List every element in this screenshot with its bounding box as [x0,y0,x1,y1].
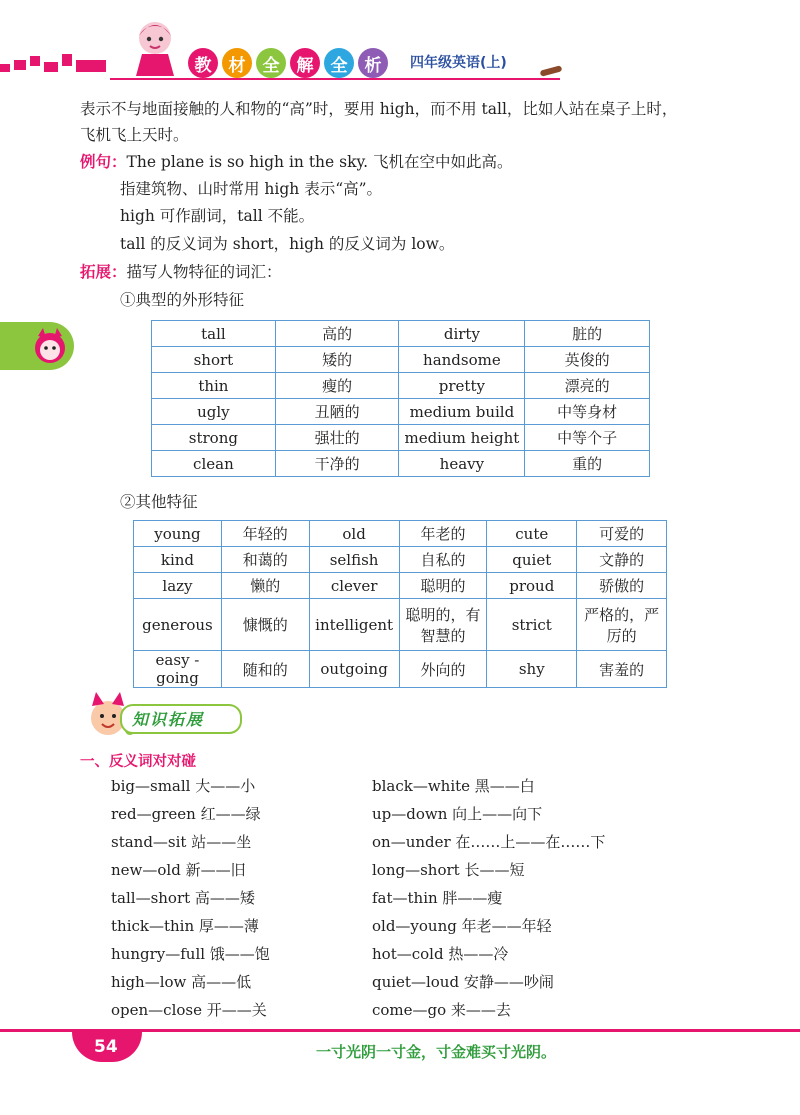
chinese-meaning-cell: 英俊的 [525,347,650,373]
appearance-table [151,320,650,477]
antonym-item: come—go 来——去 [372,1001,511,1019]
antonym-item: open—close 开——关 [111,1001,267,1019]
table-row [134,599,667,651]
chinese-meaning-cell: 聪明的，有智慧的 [399,599,487,651]
english-word-cell: dirty [399,321,525,347]
english-word-cell: selfish [309,547,399,573]
chinese-meaning-cell: 中等个子 [525,425,650,451]
chinese-meaning-cell: 严格的，严厉的 [577,599,667,651]
table-row [134,651,667,688]
title-char: 全 [256,48,286,78]
note-line: 指建筑物、山时常用 high 表示“高”。 [120,180,383,198]
pixel-decoration [44,62,58,72]
chinese-meaning-cell: 矮的 [275,347,399,373]
book-title [188,48,388,78]
example-text: The plane is so high in the sky. 飞机在空中如此高。 [126,153,513,171]
chinese-meaning-cell: 骄傲的 [577,573,667,599]
english-word-cell: shy [487,651,577,688]
antonym-item: fat—thin 胖——瘦 [372,889,503,907]
page-header [0,0,800,100]
chinese-meaning-cell: 慷慨的 [221,599,309,651]
english-word-cell: thin [152,373,276,399]
english-word-cell: easy - going [134,651,222,688]
chinese-meaning-cell: 高的 [275,321,399,347]
english-word-cell: ugly [152,399,276,425]
english-word-cell: clean [152,451,276,477]
chinese-meaning-cell: 害羞的 [577,651,667,688]
chinese-meaning-cell: 干净的 [275,451,399,477]
antonym-item: new—old 新——旧 [111,861,246,879]
english-word-cell: intelligent [309,599,399,651]
chinese-meaning-cell: 文静的 [577,547,667,573]
chinese-meaning-cell: 随和的 [221,651,309,688]
chinese-meaning-cell: 和蔼的 [221,547,309,573]
antonym-item: black—white 黑——白 [372,777,535,795]
chinese-meaning-cell: 年老的 [399,521,487,547]
title-char: 材 [222,48,252,78]
paragraph-line: 表示不与地面接触的人和物的“高”时，要用 high，而不用 tall，比如人站在桌子上时， [80,100,678,118]
chinese-meaning-cell: 强壮的 [275,425,399,451]
subheading: ①典型的外形特征 [120,291,245,309]
chinese-meaning-cell: 脏的 [525,321,650,347]
antonym-item: tall—short 高——矮 [111,889,255,907]
chinese-meaning-cell: 瘦的 [275,373,399,399]
english-word-cell: medium build [399,399,525,425]
title-char: 解 [290,48,320,78]
personality-table [133,520,667,688]
title-char: 析 [358,48,388,78]
chinese-meaning-cell: 中等身材 [525,399,650,425]
mascot-face-icon [30,326,70,366]
table-row [152,347,650,373]
title-char: 教 [188,48,218,78]
title-char: 全 [324,48,354,78]
antonym-item: high—low 高——低 [111,973,252,991]
table-row [152,321,650,347]
english-word-cell: medium height [399,425,525,451]
example-label: 例句： [80,152,127,171]
antonym-item: big—small 大——小 [111,777,256,795]
page-number: 54 [94,1037,118,1057]
chinese-meaning-cell: 年轻的 [221,521,309,547]
section-heading: 一、反义词对对碰 [80,754,196,770]
chinese-meaning-cell: 聪明的 [399,573,487,599]
table-row [134,573,667,599]
english-word-cell: heavy [399,451,525,477]
pen-icon [540,65,563,76]
table-row [134,521,667,547]
english-word-cell: cute [487,521,577,547]
antonym-item: hot—cold 热——冷 [372,945,509,963]
pixel-decoration [62,54,72,66]
english-word-cell: quiet [487,547,577,573]
extend-text: 描写人物特征的词汇： [126,263,282,281]
pixel-decoration [30,56,40,66]
table-row [152,373,650,399]
table-row [152,425,650,451]
pixel-decoration [76,60,106,72]
antonym-item: red—green 红——绿 [111,805,261,823]
english-word-cell: strong [152,425,276,451]
english-word-cell: handsome [399,347,525,373]
grade-label: 四年级英语(上) [410,55,507,71]
english-word-cell: clever [309,573,399,599]
antonym-item: quiet—loud 安静——吵闹 [372,973,554,991]
paragraph-line: 飞机飞上天时。 [80,126,189,144]
antonym-item: stand—sit 站——坐 [111,833,252,851]
english-word-cell: young [134,521,222,547]
antonym-item: hungry—full 饿——饱 [111,945,270,963]
subheading: ②其他特征 [120,493,198,511]
english-word-cell: lazy [134,573,222,599]
chinese-meaning-cell: 漂亮的 [525,373,650,399]
pixel-decoration [0,64,10,72]
note-line: tall 的反义词为 short，high 的反义词为 low。 [120,235,455,253]
table-row [152,399,650,425]
chinese-meaning-cell: 懒的 [221,573,309,599]
chinese-meaning-cell: 外向的 [399,651,487,688]
table-row [152,451,650,477]
english-word-cell: pretty [399,373,525,399]
chinese-meaning-cell: 可爱的 [577,521,667,547]
antonym-item: on—under 在……上——在……下 [372,833,606,851]
antonym-item: old—young 年老——年轻 [372,917,552,935]
chinese-meaning-cell: 重的 [525,451,650,477]
header-rule [110,78,560,80]
english-word-cell: proud [487,573,577,599]
knowledge-banner-text: 知识拓展 [132,710,205,729]
english-word-cell: generous [134,599,222,651]
extend-label: 拓展： [80,262,127,281]
english-word-cell: old [309,521,399,547]
english-word-cell: kind [134,547,222,573]
mascot-girl-icon [128,18,182,78]
footer-motto: 一寸光阴一寸金，寸金难买寸光阴。 [316,1043,557,1061]
english-word-cell: outgoing [309,651,399,688]
english-word-cell: strict [487,599,577,651]
antonym-item: thick—thin 厚——薄 [111,917,259,935]
pixel-decoration [14,60,26,70]
example-sentence [80,152,513,172]
note-line: high 可作副词，tall 不能。 [120,207,315,225]
extend-line [80,262,282,282]
antonym-item: long—short 长——短 [372,861,525,879]
chinese-meaning-cell: 自私的 [399,547,487,573]
table-row [134,547,667,573]
antonym-item: up—down 向上——向下 [372,805,543,823]
chinese-meaning-cell: 丑陋的 [275,399,399,425]
english-word-cell: tall [152,321,276,347]
english-word-cell: short [152,347,276,373]
